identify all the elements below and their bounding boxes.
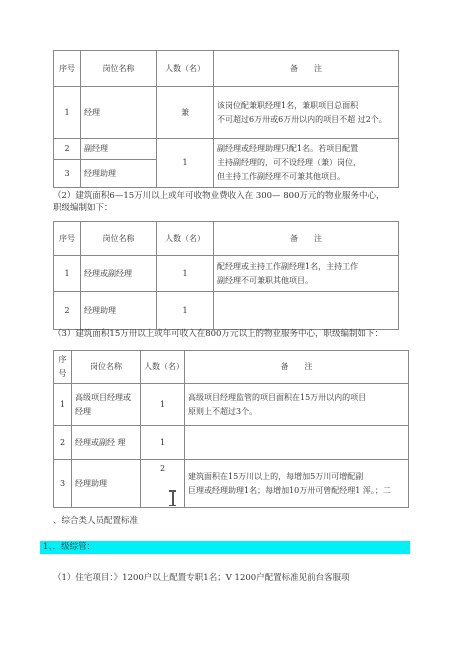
paragraph-2-intro: （2）建筑面积6—15万川以上或年可收物业费收入在 300— 800万元的物业服务中心， 职级编制如下： — [53, 191, 385, 213]
header-count: 人数（名） — [141, 351, 185, 384]
table-row: 2 经理助理 1 — [54, 292, 399, 330]
table-row: 1 经理或副经理 1 配经理或主持工作副经理1名，主持工作 副经理不可兼职其他项目。 — [54, 256, 399, 292]
header-count: 人数（名） — [157, 51, 214, 87]
table-row: 1 高级项目经理或经理 1 高级项目经理监管的项目面积在15万卅以内的项目 原则上不超过3个。 — [54, 384, 409, 426]
header-remarks: 备 注 — [214, 222, 399, 256]
header-position: 岗位名称 — [81, 51, 157, 87]
text-cursor-icon — [172, 490, 174, 506]
header-seq: 序号 — [54, 51, 81, 87]
staffing-table-3 — [53, 350, 409, 508]
merged-count: 1 — [157, 139, 214, 188]
header-position: 岗位名称 — [81, 222, 157, 256]
highlighted-heading: 1、．级综管： — [40, 541, 410, 554]
header-count: 人数（名） — [157, 222, 214, 256]
paragraph-residential: （1）住宅项目：》1200户以上配置专职1名；V 1200户配置标准见前台客服项 — [53, 573, 350, 583]
header-remarks: 备 注 — [214, 51, 399, 87]
header-seq: 序号 — [54, 351, 72, 384]
section-title-general-staff: 、综合类人员配置标准 — [53, 516, 139, 526]
header-remarks: 备 注 — [185, 351, 409, 384]
table-row: 2 副经理 1 副经理或经理助理只配1名。若项目配置 主持副经理的，可不设经理（兼）岗位， 但主持工作副经理不可兼其他项目。 — [54, 139, 399, 160]
header-position: 岗位名称 — [72, 351, 141, 384]
table-row: 1 经理 兼 该岗位配兼职经理1名，兼职项目总面积 不可超过6万卅或6万卅以内的项目不超 过2个。 — [54, 87, 399, 139]
table-row: 2 经理或副经 理 1 — [54, 426, 409, 460]
table-row: 3 经理助理 — [54, 160, 399, 188]
staffing-table-1 — [53, 50, 399, 188]
table-row: 3 经理助理 2 建筑面积在15万川以上的，每增加5万川可增配副 巨理或经理助理1名；每增加10万卅可曾配经理1 浑。；二 — [54, 460, 409, 508]
staffing-table-2 — [53, 221, 399, 330]
merged-remarks: 副经理或经理助理只配1名。若项目配置 主持副经理的，可不设经理（兼）岗位， 但主持工作副经理不可兼其他项目。 — [214, 139, 399, 188]
header-seq: 序号 — [54, 222, 81, 256]
paragraph-3-intro: （3）建筑面积15万卅以上或年可收入在800万元以上的物业服务中心，职级编制如下： — [53, 329, 383, 339]
